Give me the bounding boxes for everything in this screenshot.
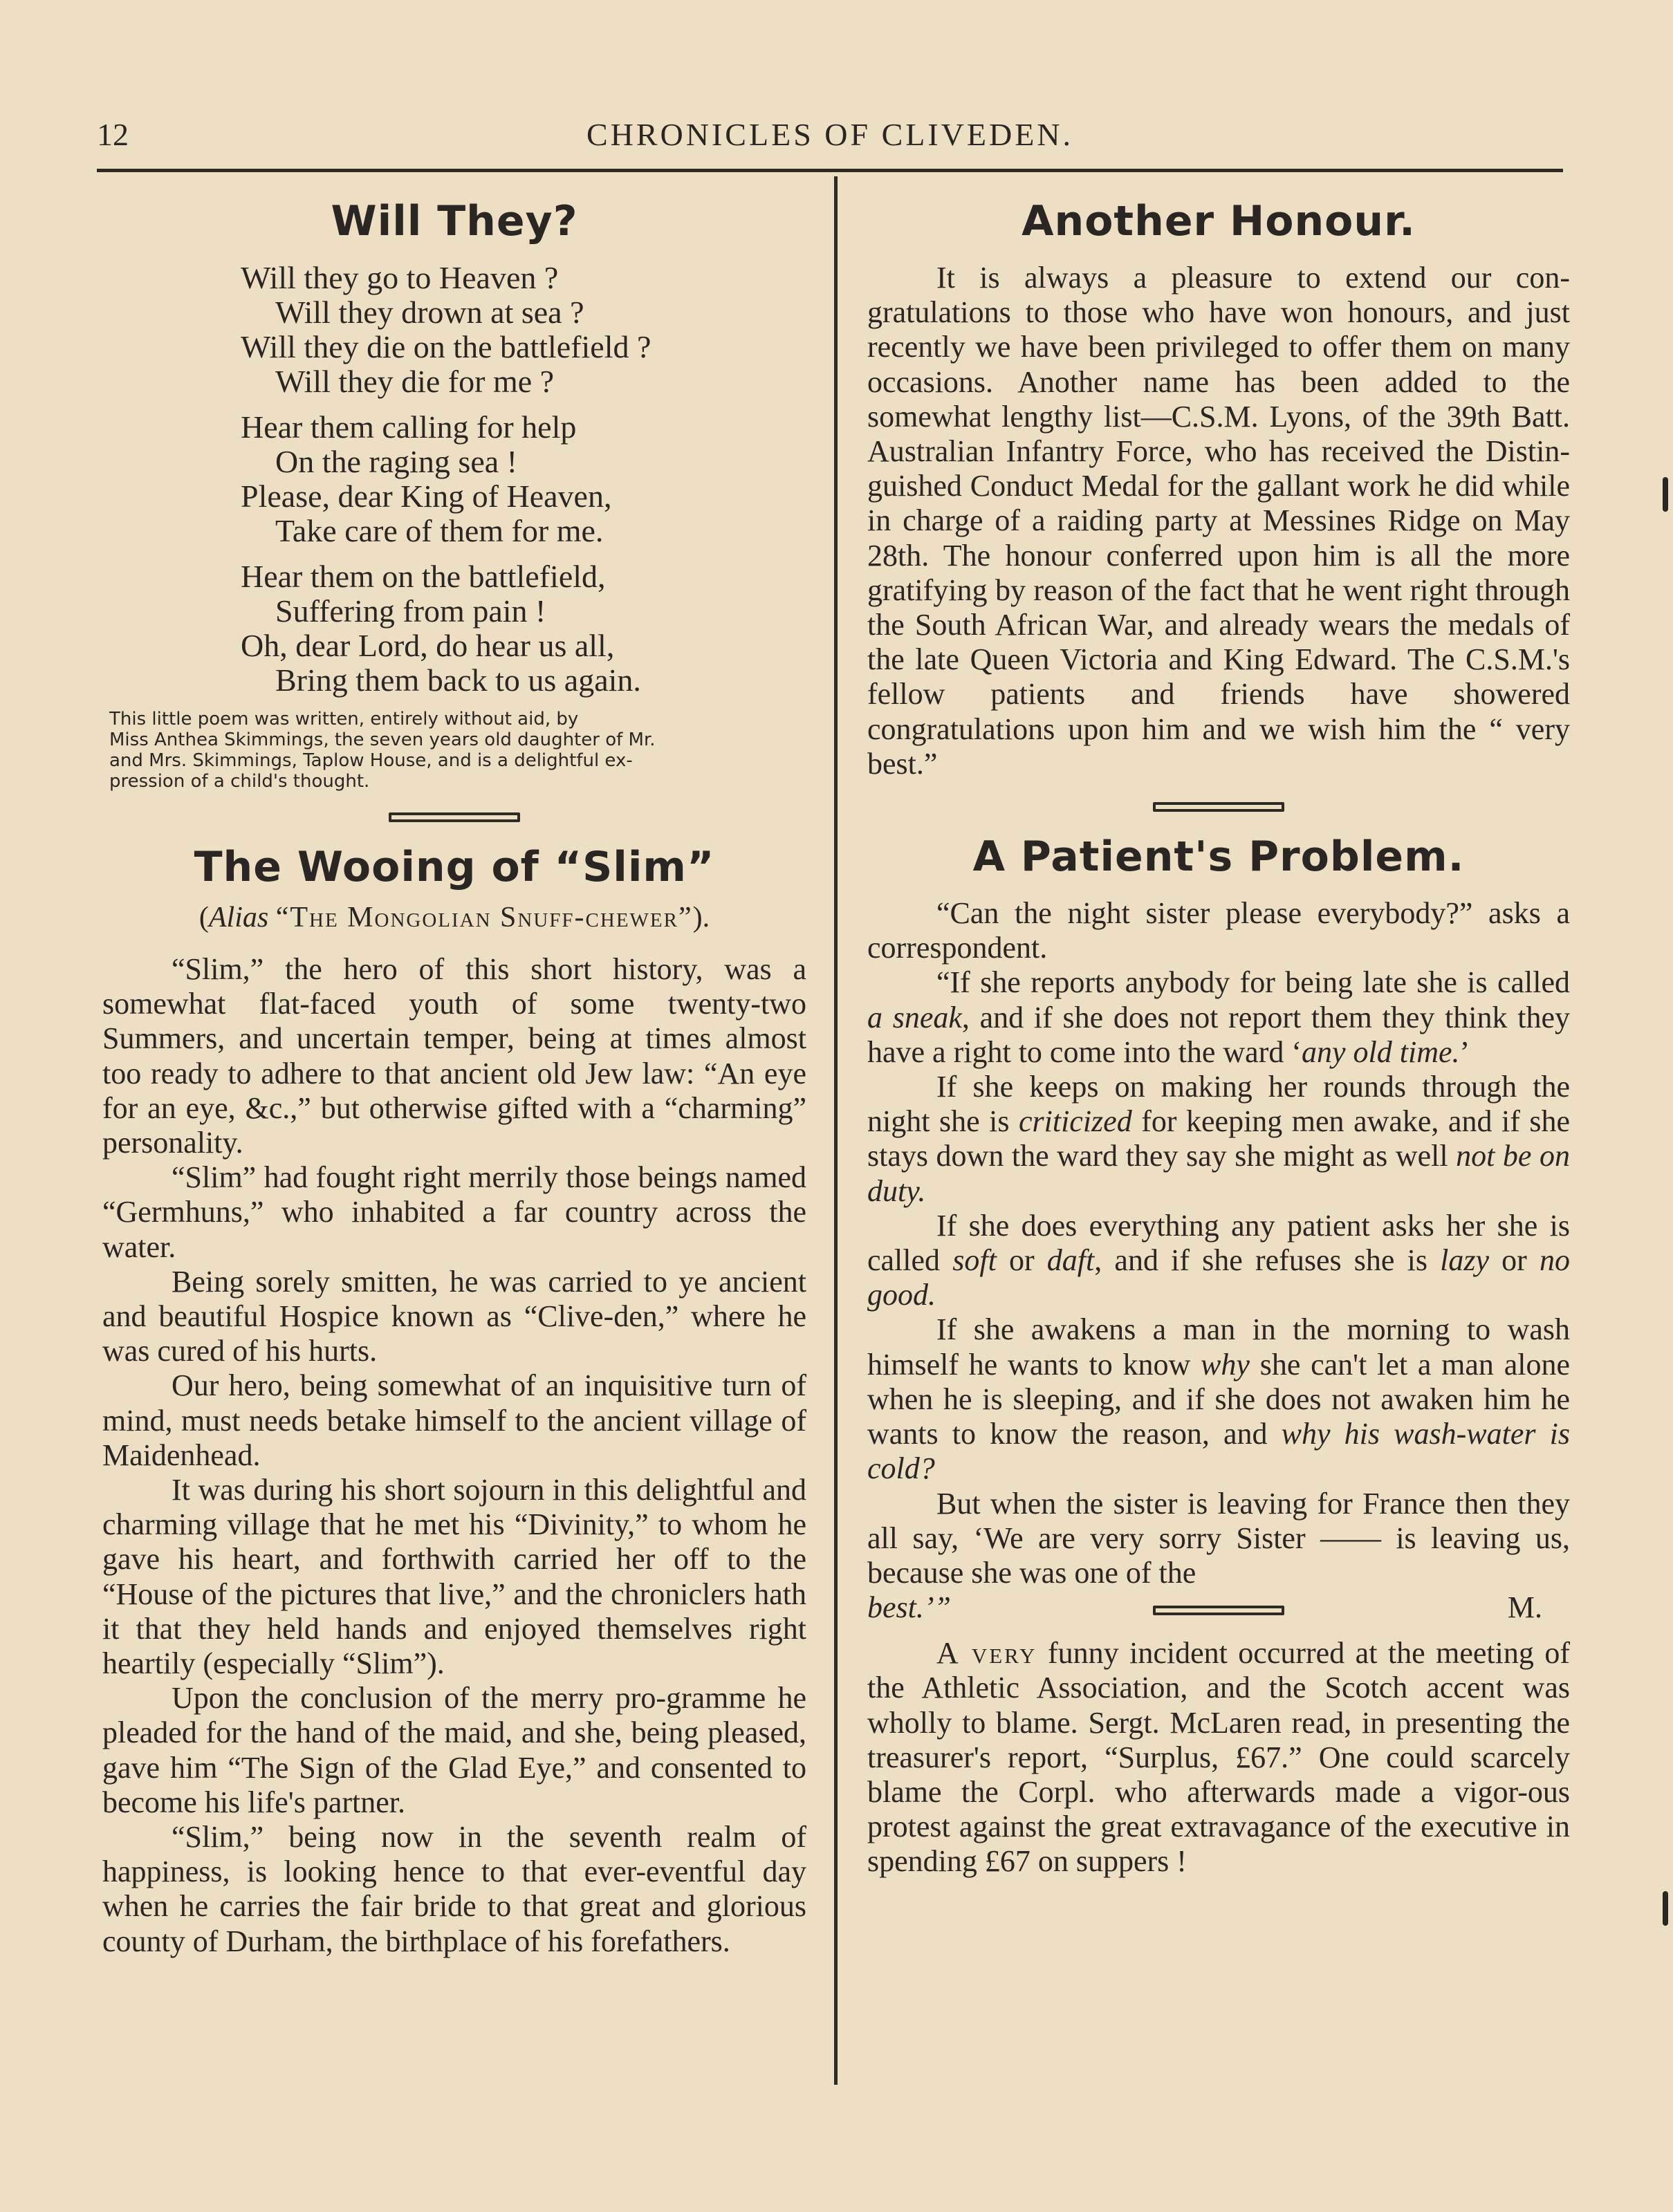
emphasis: why bbox=[1201, 1347, 1250, 1382]
left-column bbox=[102, 197, 806, 1959]
poem-line: Will they die on the battlefield ? bbox=[241, 329, 651, 364]
header-rule bbox=[97, 169, 1563, 172]
text-run: If she keeps on making her rounds through the night she is bbox=[867, 1070, 1570, 1139]
article-paragraph bbox=[867, 1312, 1570, 1486]
paren-close: ). bbox=[692, 902, 710, 933]
page-number: 12 bbox=[97, 117, 129, 152]
article-paragraph: It is always a pleasure to extend our con-gratulations to those who have won honours, and just recently we have been privileged to offer them on many occasions. Another name has been added to the somewhat lengthy list—C.S.M. Lyons, of the 39th Batt. Australian Infantry Force, who has received the Distin-guished Conduct Medal for the gallant work he did while in charge of a raiding party at Messines Ridge on May 28th. The honour conferred upon him is all the more gratifying by reason of the fact that he went right through the South African War, and already wears the medals of the late Queen Victoria and King Edward. The C.S.M.'s fellow patients and friends have showered congratulations upon him and we wish him the “ very best.” bbox=[867, 261, 1570, 781]
text-run: , and if she refuses she is bbox=[1094, 1243, 1441, 1278]
page-edge-mark bbox=[1663, 1891, 1668, 1926]
poem-note-line: This little poem was written, entirely without aid, by bbox=[109, 709, 579, 729]
page-header bbox=[97, 111, 1563, 159]
problem-title: A Patient's Problem. bbox=[972, 833, 1465, 882]
poem-note-line: and Mrs. Skimmings, Taplow House, and is a delightful ex- bbox=[109, 750, 633, 771]
article-paragraph: But when the sister is leaving for France then they all say, ‘We are very sorry Sister —— is leaving us, because she was one of the bbox=[867, 1486, 1570, 1590]
alias-name: “The Mongolian Snuff-chewer” bbox=[275, 902, 693, 933]
emphasis: criticized bbox=[1018, 1104, 1132, 1139]
poem-line: Suffering from pain ! bbox=[275, 593, 546, 629]
article-paragraph: “Can the night sister please everybody?” asks a correspondent. bbox=[867, 896, 1570, 965]
text-run: If she awakens a man in the morning to wash himself he wants to know bbox=[867, 1312, 1570, 1382]
poem-stanza bbox=[241, 261, 806, 399]
running-title: CHRONICLES OF CLIVEDEN. bbox=[586, 117, 1074, 152]
article-paragraph: Being sorely smitten, he was carried to ye ancient and beautiful Hospice known as “Clive-den,” where he was cured of his hurts. bbox=[102, 1264, 806, 1368]
poem bbox=[241, 261, 806, 698]
poem-line: Hear them on the battlefield, bbox=[241, 559, 606, 594]
closing-words: best.’” bbox=[867, 1590, 951, 1625]
poem-line: On the raging sea ! bbox=[275, 444, 517, 479]
problem-article bbox=[867, 896, 1570, 1625]
text-run: funny incident occurred at the meeting of the Athletic Association, and the Scotch accent was wholly to blame. Sergt. McLaren read, in presenting the treasurer's report, “Surplus, £67.” One could scarcely blame the Corpl. who afterwards made a vigor-ous protest against the great extravagance of the executive in spending £67 on suppers ! bbox=[867, 1636, 1570, 1879]
page-edge-mark bbox=[1663, 477, 1668, 512]
alias-label: Alias bbox=[208, 902, 269, 933]
slim-article bbox=[102, 952, 806, 1959]
poem-line: Oh, dear Lord, do hear us all, bbox=[241, 628, 615, 663]
poem-line: Bring them back to us again. bbox=[275, 662, 641, 698]
poem-line: Will they drown at sea ? bbox=[275, 295, 584, 330]
athletic-article bbox=[867, 1636, 1570, 1879]
slim-title: The Wooing of “Slim” bbox=[194, 843, 715, 891]
emphasis: a sneak bbox=[867, 1000, 962, 1034]
emphasis: no good. bbox=[867, 1243, 1571, 1312]
emphasis: not be on duty. bbox=[867, 1139, 1570, 1208]
emphasis: any old time. bbox=[1302, 1034, 1460, 1069]
text-run: , and if she does not report them they think they have a right to come into the ward ‘ bbox=[867, 1000, 1570, 1069]
poem-line: Will they go to Heaven ? bbox=[241, 260, 559, 295]
emphasis: daft bbox=[1046, 1243, 1095, 1278]
honour-title: Another Honour. bbox=[1022, 197, 1416, 245]
emphasis: lazy bbox=[1440, 1243, 1490, 1278]
article-paragraph bbox=[867, 1209, 1570, 1313]
article-paragraph: “Slim” had fought right merrily those beings named “Germhuns,” who inhabited a far country across the water. bbox=[102, 1160, 806, 1264]
text-run: ’ bbox=[1459, 1034, 1470, 1069]
article-paragraph: “Slim,” the hero of this short history, was a somewhat flat-faced youth of some twenty-two Summers, and uncertain temper, being at times almost too ready to adhere to that ancient old Jew law: “An eye for an eye, &c.,” but otherwise gifted with a “charming” personality. bbox=[102, 952, 806, 1160]
slim-subtitle bbox=[102, 901, 806, 934]
honour-article bbox=[867, 261, 1570, 781]
emphasis: why his wash-water is cold? bbox=[867, 1417, 1570, 1486]
section-ornament bbox=[1153, 1606, 1284, 1615]
text-run: for keeping men awake, and if she stays down the ward they say she might as well bbox=[867, 1104, 1570, 1173]
poem-note bbox=[109, 709, 799, 792]
text-run: “If she reports anybody for being late she is called bbox=[936, 965, 1570, 1000]
signature: M. bbox=[1507, 1590, 1542, 1625]
article-paragraph: “Slim,” being now in the seventh realm of happiness, is looking hence to that ever-eventful day when he carries the fair bride to that great and glorious county of Durham, the birthplace of his forefathers. bbox=[102, 1820, 806, 1958]
article-paragraph: It was during his short sojourn in this delightful and charming village that he met his “Divinity,” to whom he gave his heart, and forthwith carried her off to the “House of the pictures that live,” and the chroniclers hath it that they held hands and enjoyed themselves right heartily (especially “Slim”). bbox=[102, 1473, 806, 1681]
poem-line: Take care of them for me. bbox=[275, 513, 604, 548]
poem-title: Will They? bbox=[331, 197, 578, 245]
paren-open: ( bbox=[198, 902, 209, 933]
text-run: If she does everything any patient asks her she is called bbox=[867, 1208, 1570, 1278]
article-paragraph bbox=[867, 965, 1570, 1070]
column-divider bbox=[834, 176, 838, 2085]
lead-words: A very bbox=[936, 1636, 1037, 1671]
article-paragraph bbox=[867, 1636, 1570, 1879]
poem-line: Hear them calling for help bbox=[241, 409, 577, 445]
poem-line: Please, dear King of Heaven, bbox=[241, 478, 612, 514]
right-column bbox=[867, 197, 1570, 1879]
poem-stanza bbox=[241, 559, 806, 698]
text-run: or bbox=[996, 1243, 1047, 1278]
section-ornament bbox=[1153, 802, 1284, 812]
text-run: she can't let a man alone when he is sleeping, and if she does not awaken him he wants to know the reason, and bbox=[867, 1347, 1570, 1451]
poem-note-line: Miss Anthea Skimmings, the seven years old daughter of Mr. bbox=[109, 729, 656, 750]
emphasis: soft bbox=[952, 1243, 997, 1278]
section-ornament bbox=[389, 812, 520, 822]
poem-stanza bbox=[241, 410, 806, 548]
text-run: or bbox=[1489, 1243, 1540, 1278]
article-paragraph bbox=[867, 1070, 1570, 1209]
poem-note-line: pression of a child's thought. bbox=[109, 771, 370, 792]
article-paragraph: Our hero, being somewhat of an inquisitive turn of mind, must needs betake himself to the ancient village of Maidenhead. bbox=[102, 1368, 806, 1472]
article-paragraph: Upon the conclusion of the merry pro-gramme he pleaded for the hand of the maid, and she, being pleased, gave him “The Sign of the Glad Eye,” and consented to become his life's partner. bbox=[102, 1681, 806, 1819]
poem-line: Will they die for me ? bbox=[275, 364, 555, 399]
